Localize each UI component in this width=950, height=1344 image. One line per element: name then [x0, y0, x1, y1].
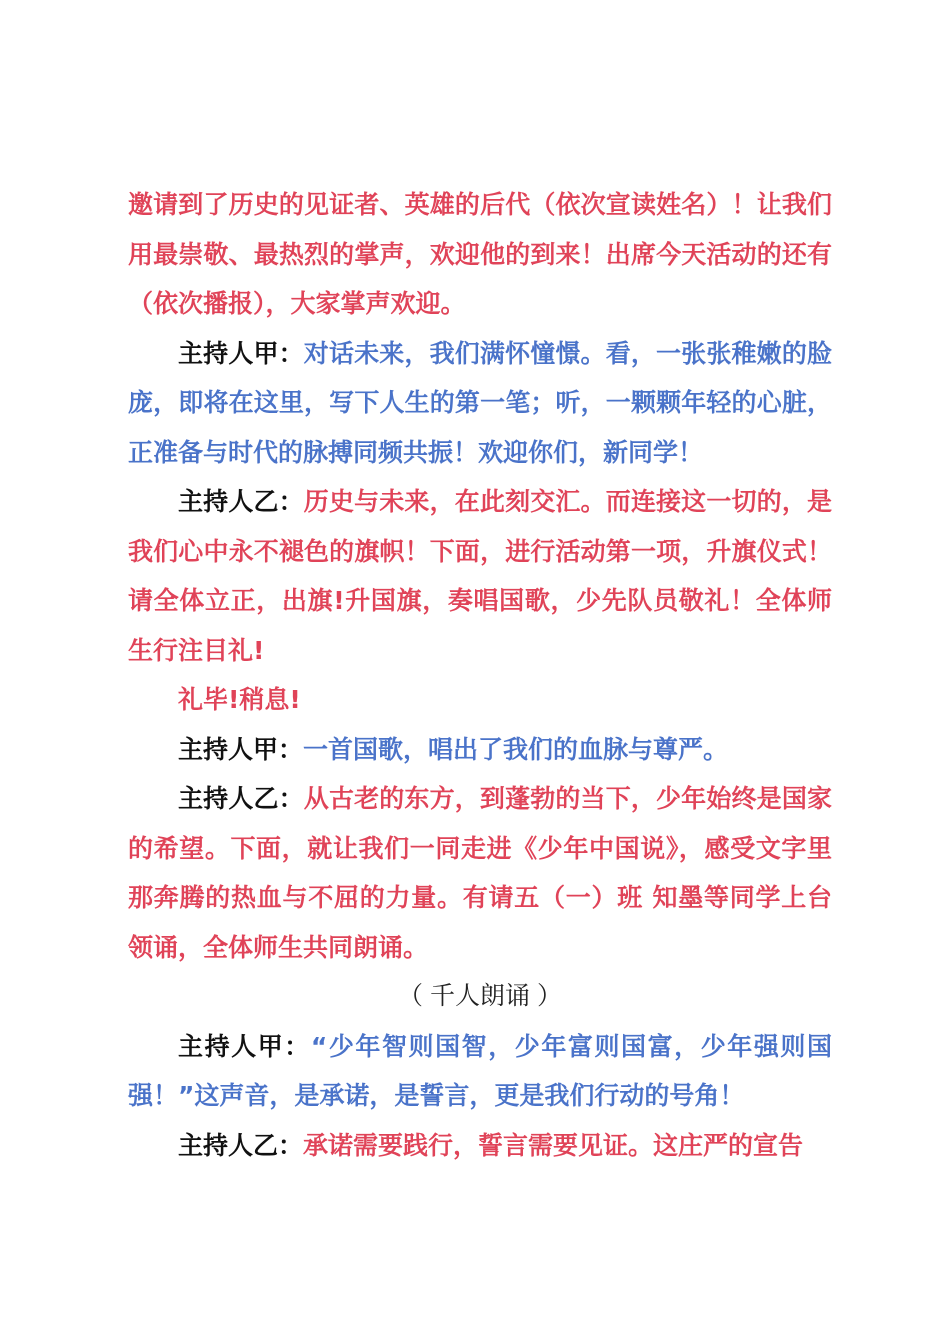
speaker-label: 主持人乙： — [178, 784, 304, 813]
paragraph-host-a-future — [128, 329, 832, 478]
speaker-label: 主持人乙： — [178, 487, 304, 516]
paragraph-text: 礼毕!稍息! — [178, 685, 301, 714]
speaker-label: 主持人甲： — [178, 1031, 311, 1061]
stage-direction — [128, 972, 832, 1022]
paragraph-text: 历史与未来，在此刻交汇。而连接这一切的，是我们心中永不褪色的旗帜！下面，进行活动第一项，升旗仪式！请全体立正，出旗!升国旗，奏唱国歌，少先队员敬礼！全体师生行注目礼! — [128, 487, 832, 665]
paragraph-text: 一首国歌，唱出了我们的血脉与尊严。 — [303, 734, 729, 764]
speaker-label: 主持人甲： — [178, 734, 304, 764]
paragraph-host-b-flag — [128, 477, 832, 675]
paragraph-host-a-quote — [128, 1022, 832, 1121]
paragraph-host-b-promise — [128, 1121, 832, 1171]
paragraph-text: “少年智则国智，少年富则国富，少年强则国强！”这声音，是承诺，是誓言，更是我们行动的号角！ — [128, 1031, 832, 1110]
stage-direction-text: （ 千人朗诵 ） — [398, 982, 562, 1010]
paragraph-text: 承诺需要践行，誓言需要见证。这庄严的宣告 — [303, 1130, 804, 1160]
document-page — [128, 180, 832, 1170]
paragraph-guests — [128, 180, 832, 329]
speaker-label: 主持人甲： — [178, 338, 304, 368]
paragraph-text: 从古老的东方，到蓬勃的当下，少年始终是国家的希望。下面，就让我们一同走进《少年中国说》，感受文字里那奔腾的热血与不屈的力量。有请五（一）班 知墨等同学上台领诵，全体师生共同朗诵。 — [128, 784, 832, 962]
paragraph-text: 邀请到了历史的见证者、英雄的后代（依次宣读姓名）！让我们用最崇敬、最热烈的掌声，欢迎他的到来！出席今天活动的还有（依次播报），大家掌声欢迎。 — [128, 190, 832, 318]
paragraph-host-b-recitation — [128, 774, 832, 972]
speaker-label: 主持人乙： — [178, 1130, 304, 1160]
paragraph-text: 对话未来，我们满怀憧憬。看，一张张稚嫩的脸庞，即将在这里，写下人生的第一笔；听，一颗颗年轻的心脏，正准备与时代的脉搏同频共振！欢迎你们，新同学！ — [128, 338, 832, 467]
paragraph-at-ease — [128, 675, 832, 725]
paragraph-host-a-anthem — [128, 725, 832, 775]
